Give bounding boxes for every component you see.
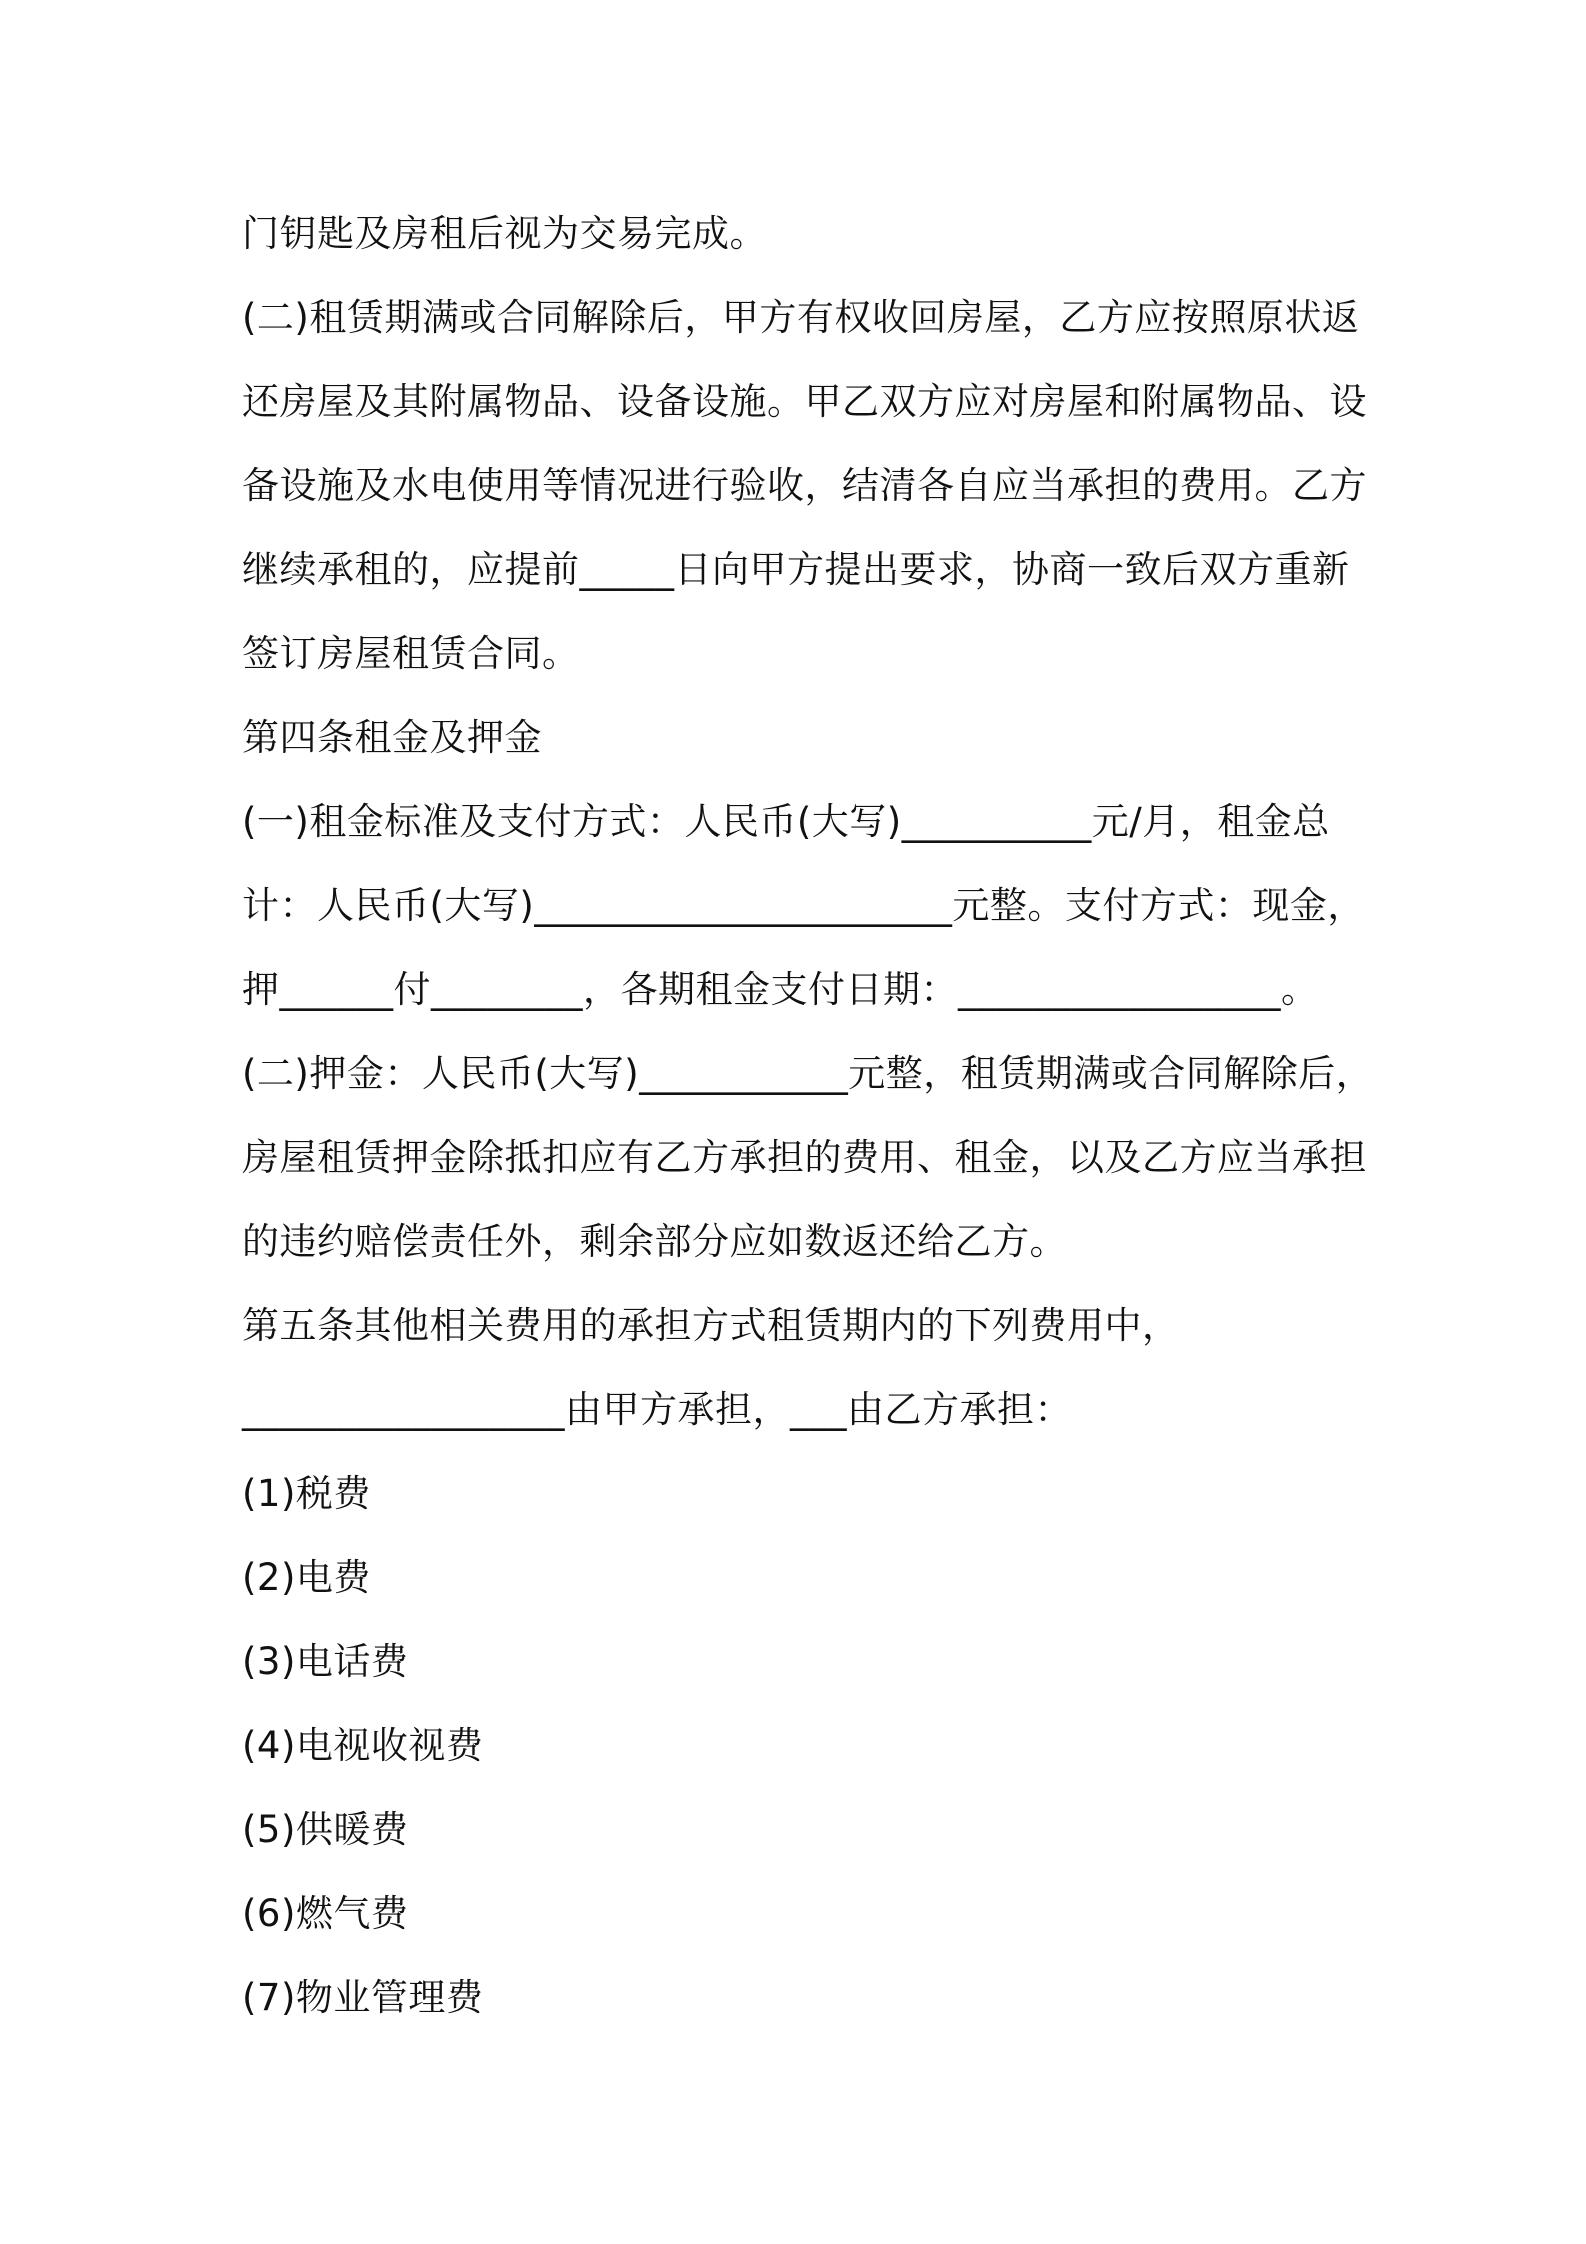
text-line: (二)押金：人民币(大写)___________元整，租赁期满或合同解除后， bbox=[242, 1052, 1374, 1095]
text-line: (二)租赁期满或合同解除后，甲方有权收回房屋，乙方应按照原状返 bbox=[242, 296, 1360, 339]
section-heading: 第四条租金及押金 bbox=[242, 716, 542, 759]
text-line: 房屋租赁押金除抵扣应有乙方承担的费用、租金，以及乙方应当承担 bbox=[242, 1136, 1367, 1179]
document-body bbox=[242, 192, 1374, 2040]
list-item: (5)供暖费 bbox=[242, 1808, 409, 1851]
section-heading: 第五条其他相关费用的承担方式租赁期内的下列费用中， bbox=[242, 1304, 1180, 1347]
text-line: (一)租金标准及支付方式：人民币(大写)__________元/月，租金总 bbox=[242, 800, 1330, 843]
list-item: (2)电费 bbox=[242, 1556, 371, 1599]
text-line: 门钥匙及房租后视为交易完成。 bbox=[242, 212, 767, 255]
text-line: 还房屋及其附属物品、设备设施。甲乙双方应对房屋和附属物品、设 bbox=[242, 380, 1367, 423]
text-line: 备设施及水电使用等情况进行验收，结清各自应当承担的费用。乙方 bbox=[242, 464, 1367, 507]
text-line: 的违约赔偿责任外，剩余部分应如数返还给乙方。 bbox=[242, 1220, 1067, 1263]
text-line: 继续承租的，应提前_____日向甲方提出要求，协商一致后双方重新 bbox=[242, 548, 1350, 591]
text-line: 押______付________，各期租金支付日期：_________________。 bbox=[242, 968, 1319, 1011]
list-item: (3)电话费 bbox=[242, 1640, 409, 1683]
list-item: (1)税费 bbox=[242, 1472, 371, 1515]
list-item: (7)物业管理费 bbox=[242, 1976, 484, 2019]
text-line: 计：人民币(大写)______________________元整。支付方式：现金， bbox=[242, 884, 1365, 927]
list-item: (6)燃气费 bbox=[242, 1892, 409, 1935]
text-line: 签订房屋租赁合同。 bbox=[242, 632, 580, 675]
text-line: _________________由甲方承担，___由乙方承担： bbox=[242, 1388, 1072, 1431]
list-item: (4)电视收视费 bbox=[242, 1724, 484, 1767]
